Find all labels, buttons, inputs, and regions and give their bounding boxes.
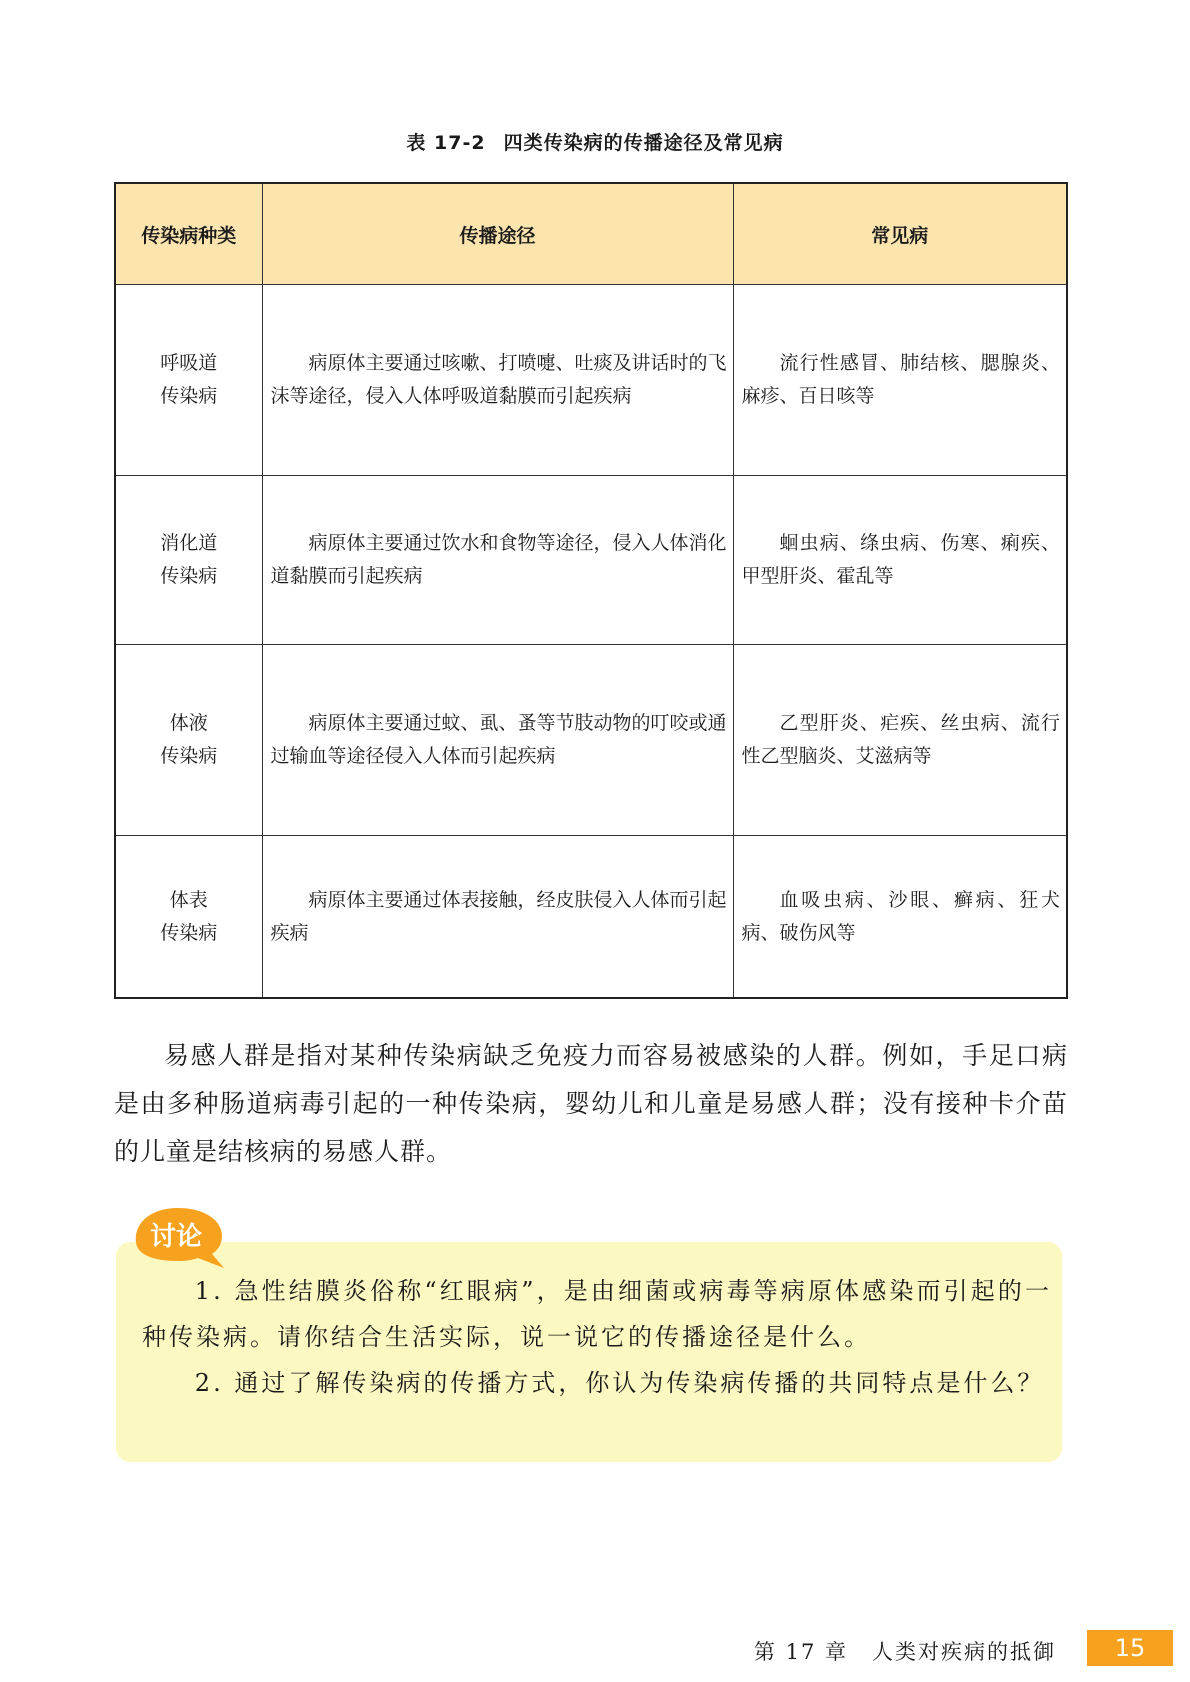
disease-cell: 血吸虫病、沙眼、癣病、狂犬病、破伤风等 <box>733 836 1067 999</box>
type-cell <box>115 476 262 645</box>
chapter-title: 人类对疾病的抵御 <box>872 1640 1056 1664</box>
disease-table <box>114 182 1068 999</box>
table-row <box>115 645 1067 836</box>
type-line: 传染病 <box>160 921 218 944</box>
header-diseases: 常见病 <box>733 183 1067 285</box>
disease-cell: 流行性感冒、肺结核、腮腺炎、麻疹、百日咳等 <box>733 285 1067 476</box>
table-caption <box>0 128 1190 155</box>
route-cell: 病原体主要通过咳嗽、打喷嚏、吐痰及讲话时的飞沫等途径，侵入人体呼吸道黏膜而引起疾病 <box>262 285 733 476</box>
table-row <box>115 836 1067 999</box>
body-paragraph: 易感人群是指对某种传染病缺乏免疫力而容易被感染的人群。例如，手足口病是由多种肠道病毒引起的一种传染病，婴幼儿和儿童是易感人群；没有接种卡介苗的儿童是结核病的易感人群。 <box>114 1041 1068 1166</box>
table-number: 表 17-2 <box>406 132 486 154</box>
route-cell: 病原体主要通过饮水和食物等途径，侵入人体消化道黏膜而引起疾病 <box>262 476 733 645</box>
route-cell: 病原体主要通过蚊、虱、蚤等节肢动物的叮咬或通过输血等途径侵入人体而引起疾病 <box>262 645 733 836</box>
discussion-question-1: 1. 急性结膜炎俗称“红眼病”，是由细菌或病毒等病原体感染而引起的一种传染病。请你结合生活实际，说一说它的传播途径是什么。 <box>142 1277 1052 1351</box>
discussion-question-2: 2. 通过了解传染病的传播方式，你认为传染病传播的共同特点是什么？ <box>194 1369 1045 1397</box>
table-header-row <box>115 183 1067 285</box>
type-cell <box>115 836 262 999</box>
table-row <box>115 476 1067 645</box>
disease-cell: 蛔虫病、绦虫病、伤寒、痢疾、甲型肝炎、霍乱等 <box>733 476 1067 645</box>
type-line: 体表 <box>169 888 208 911</box>
table-row <box>115 285 1067 476</box>
table-title: 四类传染病的传播途径及常见病 <box>503 132 784 154</box>
type-line: 传染病 <box>160 385 218 407</box>
type-line: 传染病 <box>160 745 218 767</box>
disease-cell: 乙型肝炎、疟疾、丝虫病、流行性乙型脑炎、艾滋病等 <box>733 645 1067 836</box>
type-cell <box>115 645 262 836</box>
type-cell <box>115 285 262 476</box>
chapter-number: 第 17 章 <box>753 1640 848 1664</box>
route-cell: 病原体主要通过体表接触，经皮肤侵入人体而引起疾病 <box>262 836 733 999</box>
type-line: 呼吸道 <box>160 352 218 374</box>
header-type: 传染病种类 <box>115 183 262 285</box>
type-line: 传染病 <box>160 565 218 587</box>
discussion-label: 讨论 <box>149 1222 203 1252</box>
type-line: 消化道 <box>160 532 218 554</box>
chapter-footer <box>754 1636 1056 1666</box>
header-route: 传播途径 <box>262 183 733 285</box>
type-line: 体液 <box>169 712 208 734</box>
page-number: 15 <box>1087 1630 1173 1666</box>
